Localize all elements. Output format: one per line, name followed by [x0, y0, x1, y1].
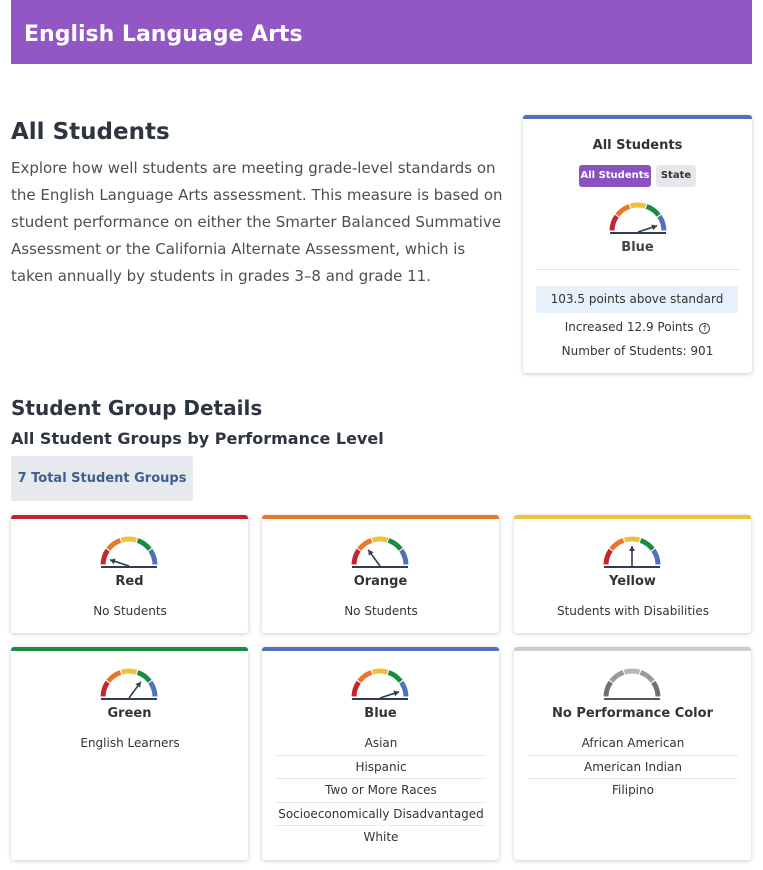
page-header — [11, 0, 752, 64]
performance-level-subtitle: All Student Groups by Performance Level — [11, 429, 384, 448]
performance-gauge-icon — [606, 199, 670, 239]
intro-description: Explore how well students are meeting grade-level standards on the English Language Arts assessment. This measure is based on student performance on either the Smarter Balanced Summative Assessment or the California Alternate Assessment, which is taken annually by students in grades 3–8 and grade 11. — [11, 159, 503, 285]
group-card-orange — [262, 515, 499, 633]
list-item: English Learners — [80, 736, 180, 750]
group-card-label: Red — [115, 574, 144, 589]
student-count: Number of Students: 901 — [561, 344, 714, 358]
list-item: Students with Disabilities — [556, 604, 710, 618]
page-title: English Language Arts — [24, 22, 303, 47]
toggle-all-students-button[interactable]: All Students — [579, 165, 651, 187]
student-group-details-title: Student Group Details — [11, 396, 263, 420]
arrow-up-circle-icon: ↑ — [699, 323, 710, 334]
list-item: Filipino — [612, 783, 654, 797]
list-item: African American — [528, 732, 738, 756]
toggle-state-button[interactable]: State — [656, 165, 696, 187]
list-item: No Students — [93, 604, 167, 618]
group-list — [25, 600, 235, 624]
performance-gauge-icon — [348, 665, 412, 705]
group-list — [276, 732, 486, 850]
group-card-green — [11, 647, 248, 860]
group-card-label: Green — [107, 706, 152, 721]
group-card-red — [11, 515, 248, 633]
group-card-label: Yellow — [609, 574, 656, 589]
performance-gauge-icon — [348, 533, 412, 573]
list-item: No Students — [344, 604, 418, 618]
performance-gauge-icon — [97, 533, 161, 573]
total-student-groups-button[interactable]: 7 Total Student Groups — [11, 456, 193, 501]
group-card-label: No Performance Color — [552, 706, 713, 721]
list-item: Socioeconomically Disadvantaged — [276, 803, 486, 827]
performance-level-label: Blue — [621, 240, 654, 255]
performance-gauge-icon — [97, 665, 161, 705]
group-list — [528, 732, 738, 803]
divider — [536, 269, 739, 270]
list-item: Hispanic — [276, 756, 486, 780]
group-card-yellow — [514, 515, 751, 633]
group-list — [25, 732, 235, 756]
summary-card — [523, 115, 752, 373]
intro-title: All Students — [11, 119, 170, 145]
summary-title: All Students — [592, 138, 683, 153]
distance-from-standard: 103.5 points above standard — [536, 286, 738, 313]
group-card-blue — [262, 647, 499, 860]
change-label: Increased 12.9 Points — [564, 320, 694, 334]
group-card-no-performance-color — [514, 647, 751, 860]
performance-gauge-icon — [600, 533, 664, 573]
group-card-label: Blue — [364, 706, 397, 721]
list-item: Two or More Races — [276, 779, 486, 803]
performance-gauge-icon — [600, 665, 664, 705]
list-item: Asian — [276, 732, 486, 756]
change-text — [523, 320, 752, 334]
group-card-label: Orange — [353, 574, 408, 589]
group-list — [528, 600, 738, 624]
list-item: White — [363, 830, 399, 844]
list-item: American Indian — [528, 756, 738, 780]
group-list — [276, 600, 486, 624]
